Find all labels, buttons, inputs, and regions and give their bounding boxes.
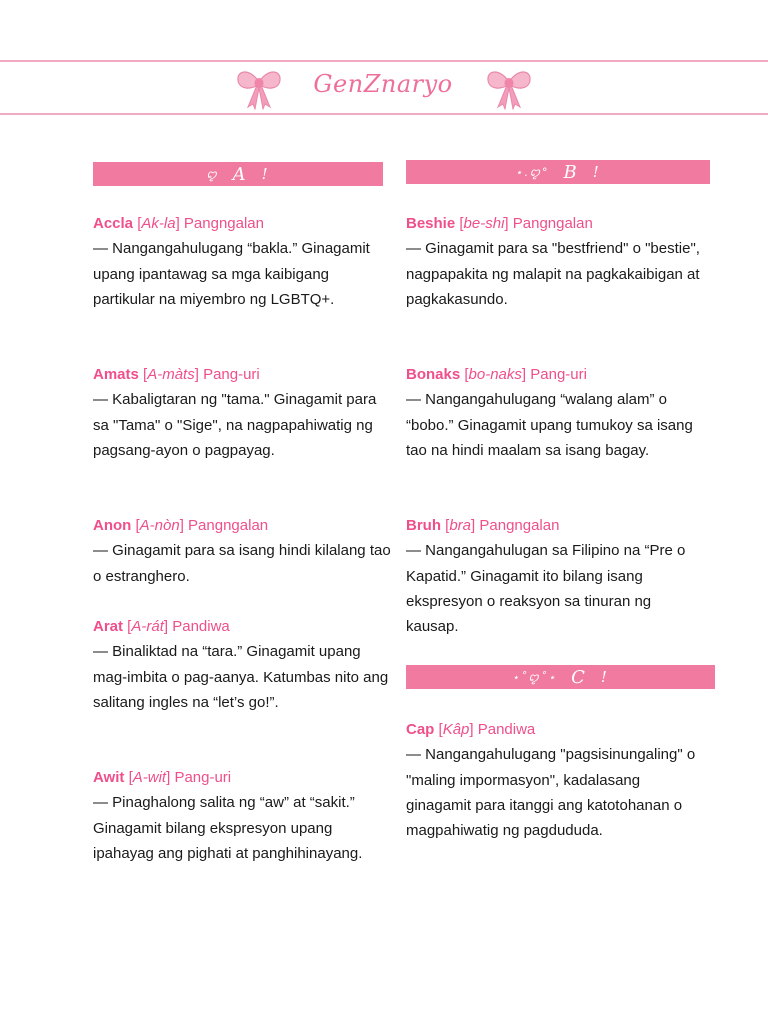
entry-bonaks xyxy=(406,362,706,463)
entry-part-of-speech: Pang-uri xyxy=(530,366,587,383)
entry-accla xyxy=(93,211,393,312)
entry-bruh xyxy=(406,513,706,639)
bow-icon xyxy=(484,66,534,110)
section-c-mark: ! xyxy=(600,668,609,686)
entry-definition: — Nangangahulugan sa Filipino na “Pre o Kapatid.” Ginagamit ito bilang isang ekspresyon o reaksyon sa tinuran ng kausap. xyxy=(406,542,686,636)
entry-headword-line: Arat [A-rát] Pandiwa xyxy=(93,618,230,635)
section-c-deco: ⋆˚ꨄ︎˚⋆ xyxy=(512,671,558,684)
entry-part-of-speech: Pangngalan xyxy=(512,215,593,232)
entry-awit xyxy=(93,765,393,866)
entry-pronunciation: bo-naks xyxy=(468,366,522,383)
entry-headword-line: Cap [Kâp] Pandiwa xyxy=(406,721,536,738)
entry-amats xyxy=(93,362,393,463)
entry-part-of-speech: Pangngalan xyxy=(183,215,264,232)
entry-word: Bonaks xyxy=(406,366,461,383)
entry-word: Accla xyxy=(93,215,134,232)
entry-part-of-speech: Pang-uri xyxy=(174,769,232,786)
entry-definition: — Ginagamit para sa "bestfriend" o "bestie", nagpapakita ng malapit na pagkakaibigan at pagkakasundo. xyxy=(406,240,700,308)
entry-cap xyxy=(406,717,706,843)
entry-word: Awit xyxy=(93,769,125,786)
entry-definition: — Ginagamit para sa isang hindi kilalang tao o estranghero. xyxy=(93,542,391,585)
entry-headword-line: Anon [A-nòn] Pangngalan xyxy=(93,517,269,534)
bow-icon xyxy=(234,66,284,110)
entry-headword-line: Accla [Ak-la] Pangngalan xyxy=(93,215,264,232)
entry-part-of-speech: Pang-uri xyxy=(203,366,260,383)
entry-arat xyxy=(93,614,393,715)
section-c-letter: C xyxy=(571,666,587,688)
entry-pronunciation: Kâp xyxy=(442,721,470,738)
entry-pronunciation: A-rát xyxy=(131,618,164,635)
section-a-letter: A xyxy=(232,163,248,185)
entry-definition: — Nangangahulugang “walang alam” o “bobo.” Ginagamit upang tumukoy sa isang tao na hindi maalam sa isang bagay. xyxy=(406,391,693,459)
entry-pronunciation: bra xyxy=(449,517,472,534)
section-a-band xyxy=(93,162,383,186)
entry-definition: — Binaliktad na “tara.” Ginagamit upang mag-imbita o pag-aanya. Katumbas nito ang salitang ingles na “let’s go!”. xyxy=(93,643,389,711)
entry-definition: — Kabaligtaran ng "tama." Ginagamit para sa "Tama" o "Sige", na nagpapahiwatig ng pagsang-ayon o pagpayag. xyxy=(93,391,377,459)
section-c-band xyxy=(406,665,715,689)
section-a-deco: ꨄ︎ xyxy=(206,168,219,181)
header-top-rule xyxy=(0,60,768,62)
entry-word: Bruh xyxy=(406,517,441,534)
entry-anon xyxy=(93,513,393,589)
entry-definition: — Nangangahulugang “bakla.” Ginagamit upang ipantawag sa mga kaibigang partikular na miyembro ng LGBTQ+. xyxy=(93,240,370,308)
entry-pronunciation: A-màts xyxy=(147,366,195,383)
entry-part-of-speech: Pandiwa xyxy=(172,618,230,635)
entry-beshie xyxy=(406,211,706,312)
section-b-band xyxy=(406,160,710,184)
entry-definition: — Pinaghalong salita ng “aw” at “sakit.” Ginagamit bilang ekspresyon upang ipahayag ang pighati at panghihinayang. xyxy=(93,794,363,862)
entry-part-of-speech: Pangngalan xyxy=(479,517,560,534)
section-a-mark: ! xyxy=(261,165,270,183)
entry-part-of-speech: Pangngalan xyxy=(188,517,269,534)
entry-headword-line: Bonaks [bo-naks] Pang-uri xyxy=(406,366,587,383)
section-b-deco: ⋆.ꨄ︎° xyxy=(515,166,550,179)
entry-word: Beshie xyxy=(406,215,456,232)
section-b-mark: ! xyxy=(592,163,601,181)
entry-word: Cap xyxy=(406,721,435,738)
brand-title: GenZnaryo xyxy=(313,70,453,98)
entry-headword-line: Amats [A-màts] Pang-uri xyxy=(93,366,260,383)
entry-definition: — Nangangahulugang "pagsisinungaling" o "maling impormasyon", kadalasang ginagamit para itanggi ang katotohanan o magpahiwatig ng pagdududa. xyxy=(406,746,696,840)
entry-word: Anon xyxy=(93,517,132,534)
entry-word: Arat xyxy=(93,618,124,635)
entry-headword-line: Awit [A-wit] Pang-uri xyxy=(93,769,232,786)
header-bottom-rule xyxy=(0,113,768,115)
entry-part-of-speech: Pandiwa xyxy=(477,721,536,738)
entry-word: Amats xyxy=(93,366,139,383)
section-b-letter: B xyxy=(563,161,579,183)
entry-pronunciation: A-nòn xyxy=(139,517,180,534)
entry-pronunciation: Ak-la xyxy=(141,215,176,232)
entry-headword-line: Beshie [be-shi] Pangngalan xyxy=(406,215,593,232)
entry-headword-line: Bruh [bra] Pangngalan xyxy=(406,517,560,534)
entry-pronunciation: A-wit xyxy=(132,769,167,786)
entry-pronunciation: be-shi xyxy=(463,215,505,232)
